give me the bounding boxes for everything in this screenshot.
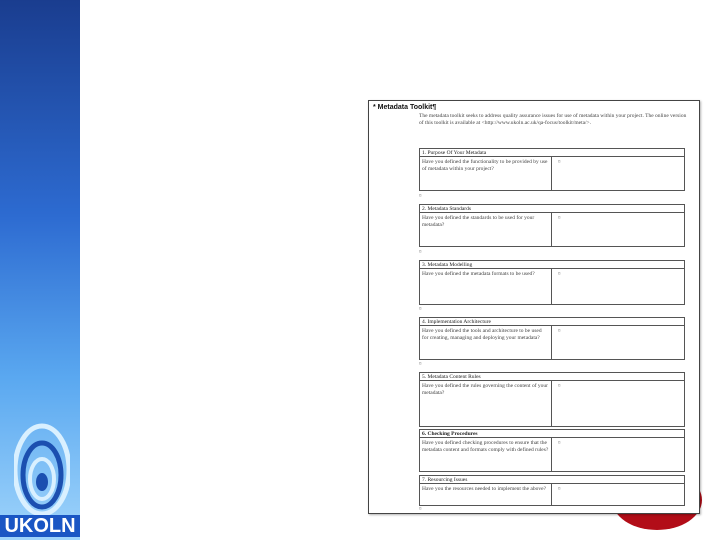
logo-wordmark: UKOLN <box>0 515 80 537</box>
section-heading: 4. Implementation Architecture <box>419 317 685 326</box>
question-row <box>419 438 685 472</box>
answer-cell: ¤ <box>558 160 561 165</box>
blank-line: ¤ <box>419 362 422 367</box>
question-row <box>419 157 685 191</box>
section-heading: 2. Metadata Standards <box>419 204 685 213</box>
document-intro: The metadata toolkit seeks to address quality assurance issues for use of metadata within your project. The online version of this toolkit is available at <http://www.ukoln.ac.uk/qa-focus/toolkit/meta/>. <box>419 113 687 126</box>
answer-cell: ¤ <box>558 329 561 334</box>
question-row <box>419 213 685 247</box>
section-heading: 1. Purpose Of Your Metadata <box>419 148 685 157</box>
answer-cell: ¤ <box>558 216 561 221</box>
blank-line: ¤ <box>419 507 422 512</box>
question-text: Have you defined the functionality to be provided by use of metadata within your project? <box>420 157 552 190</box>
blank-line: ¤ <box>419 307 422 312</box>
answer-cell: ¤ <box>558 487 561 492</box>
answer-cell: ¤ <box>558 272 561 277</box>
section-heading: 6. Checking Procedures <box>419 429 685 438</box>
ukoln-swirl-logo-icon <box>14 415 70 515</box>
answer-cell: ¤ <box>558 384 561 389</box>
answer-cell: ¤ <box>558 441 561 446</box>
section-heading: 7. Resourcing Issues <box>419 475 685 484</box>
blank-line: ¤ <box>419 194 422 199</box>
question-text: Have you defined the rules governing the content of your metadata? <box>420 381 552 426</box>
question-row <box>419 269 685 305</box>
question-text: Have you defined the standards to be used for your metadata? <box>420 213 552 246</box>
blank-line: ¤ <box>419 250 422 255</box>
question-text: Have you the resources needed to implement the above? <box>420 484 552 505</box>
question-text: Have you defined checking procedures to ensure that the metadata content and formats comply with defined rules? <box>420 438 552 471</box>
question-row <box>419 326 685 360</box>
section-heading: 3. Metadata Modelling <box>419 260 685 269</box>
document-page <box>368 100 700 514</box>
document-title: * Metadata Toolkit¶ <box>373 104 437 111</box>
question-text: Have you defined the tools and architecture to be used for creating, managing and deploying your metadata? <box>420 326 552 359</box>
section-heading: 5. Metadata Content Rules <box>419 372 685 381</box>
question-row <box>419 381 685 427</box>
question-row <box>419 484 685 506</box>
question-text: Have you defined the metadata formats to be used? <box>420 269 552 304</box>
